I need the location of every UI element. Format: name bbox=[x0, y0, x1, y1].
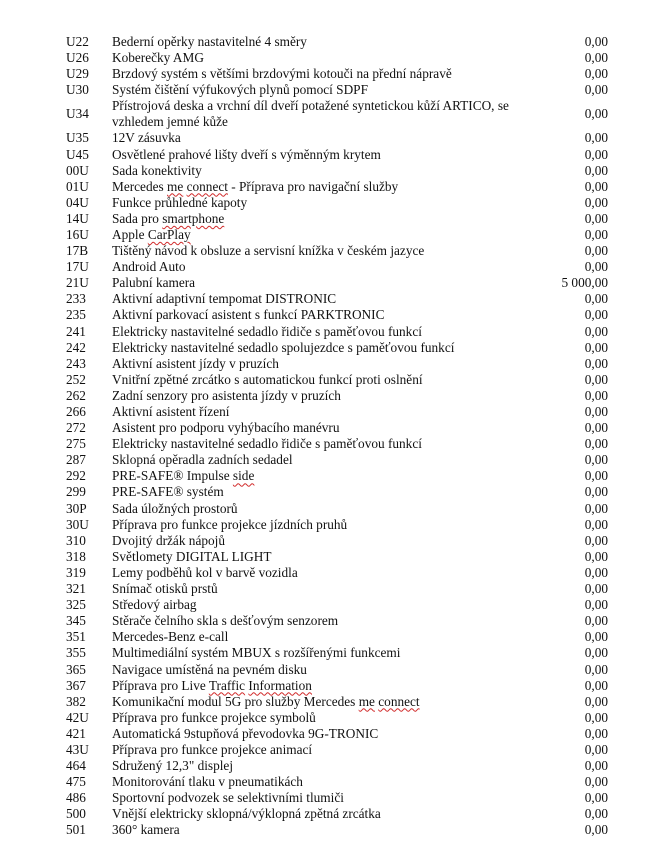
option-price: 0,00 bbox=[584, 50, 608, 66]
option-description: Komunikační modul 5G pro služby Mercedes me connect bbox=[112, 693, 420, 709]
spellcheck-mark: me bbox=[358, 693, 375, 709]
option-code: 17U bbox=[66, 259, 89, 275]
option-code: 262 bbox=[66, 387, 86, 403]
option-price: 0,00 bbox=[584, 629, 608, 645]
option-description: Palubní kamera bbox=[112, 275, 196, 291]
table-row bbox=[64, 629, 608, 645]
option-code: 21U bbox=[66, 275, 89, 291]
option-code: U35 bbox=[66, 130, 89, 146]
option-price: 0,00 bbox=[584, 709, 608, 725]
option-description: Lemy podběhů kol v barvě vozidla bbox=[112, 564, 298, 580]
table-row bbox=[64, 790, 608, 806]
option-code: 14U bbox=[66, 210, 89, 226]
option-description: Stěrače čelního skla s dešťovým senzorem bbox=[112, 613, 339, 629]
option-description: Vnitřní zpětné zrcátko s automatickou funkcí proti oslnění bbox=[112, 371, 423, 387]
option-description: Středový airbag bbox=[112, 597, 197, 613]
option-description: Mercedes-Benz e-call bbox=[112, 629, 229, 645]
option-code: 241 bbox=[66, 323, 86, 339]
option-price: 0,00 bbox=[584, 130, 608, 146]
option-price: 0,00 bbox=[584, 307, 608, 323]
option-description: Systém čištění výfukových plynů pomocí SDPF bbox=[112, 82, 368, 98]
option-code: 501 bbox=[66, 822, 86, 838]
option-price: 0,00 bbox=[584, 226, 608, 242]
option-code: 319 bbox=[66, 564, 86, 580]
table-row bbox=[64, 259, 608, 275]
table-row bbox=[64, 742, 608, 758]
option-price: 0,00 bbox=[584, 404, 608, 420]
option-code: 01U bbox=[66, 178, 89, 194]
table-row bbox=[64, 291, 608, 307]
option-code: U30 bbox=[66, 82, 89, 98]
option-code: U22 bbox=[66, 34, 89, 50]
table-row bbox=[64, 66, 608, 82]
option-price: 0,00 bbox=[584, 420, 608, 436]
option-description: Android Auto bbox=[112, 259, 186, 275]
table-row bbox=[64, 452, 608, 468]
table-row bbox=[64, 549, 608, 565]
table-row bbox=[64, 130, 608, 146]
table-row bbox=[64, 243, 608, 259]
table-row bbox=[64, 517, 608, 533]
option-description: Sdružený 12,3" displej bbox=[112, 758, 234, 774]
option-description: Aktivní parkovací asistent s funkcí PARKTRONIC bbox=[112, 307, 385, 323]
option-price: 0,00 bbox=[584, 693, 608, 709]
option-description: Vnější elektricky sklopná/výklopná zpětná zrcátka bbox=[112, 806, 381, 822]
table-row bbox=[64, 34, 608, 50]
option-code: 00U bbox=[66, 162, 89, 178]
option-description: Sportovní podvozek se selektivními tlumiči bbox=[112, 790, 344, 806]
option-description: Funkce průhledné kapoty bbox=[112, 194, 248, 210]
option-price: 0,00 bbox=[584, 484, 608, 500]
option-description: Příprava pro Live Traffic Information bbox=[112, 677, 312, 693]
table-row bbox=[64, 533, 608, 549]
table-row bbox=[64, 597, 608, 613]
table-row bbox=[64, 98, 608, 130]
option-price: 0,00 bbox=[584, 564, 608, 580]
option-code: 275 bbox=[66, 436, 86, 452]
table-row bbox=[64, 179, 608, 195]
option-description: Apple CarPlay bbox=[112, 226, 191, 242]
option-code: 16U bbox=[66, 226, 89, 242]
spellcheck-mark: Information bbox=[248, 677, 312, 693]
spellcheck-mark: smartphone bbox=[162, 210, 225, 226]
table-row bbox=[64, 694, 608, 710]
option-price: 0,00 bbox=[584, 822, 608, 838]
option-description: Monitorování tlaku v pneumatikách bbox=[112, 774, 303, 790]
option-code: 475 bbox=[66, 774, 86, 790]
table-row bbox=[64, 195, 608, 211]
option-price: 0,00 bbox=[584, 661, 608, 677]
option-code: 365 bbox=[66, 661, 86, 677]
table-row bbox=[64, 468, 608, 484]
option-code: 351 bbox=[66, 629, 86, 645]
option-price: 0,00 bbox=[584, 323, 608, 339]
option-price: 0,00 bbox=[584, 613, 608, 629]
option-code: 421 bbox=[66, 725, 86, 741]
spellcheck-mark: CarPlay bbox=[147, 226, 191, 242]
option-price: 0,00 bbox=[584, 468, 608, 484]
option-price: 0,00 bbox=[584, 758, 608, 774]
option-code: 04U bbox=[66, 194, 89, 210]
option-description: Sada konektivity bbox=[112, 162, 202, 178]
option-description: Koberečky AMG bbox=[112, 50, 204, 66]
option-code: 382 bbox=[66, 693, 86, 709]
option-description: Přístrojová deska a vrchní díl dveří potažené syntetickou kůží ARTICO, se vzhledem jemné kůže bbox=[112, 98, 509, 130]
table-row bbox=[64, 82, 608, 98]
option-price: 0,00 bbox=[584, 178, 608, 194]
option-code: 17B bbox=[66, 243, 89, 259]
option-code: 233 bbox=[66, 291, 86, 307]
table-row bbox=[64, 356, 608, 372]
option-price: 0,00 bbox=[584, 677, 608, 693]
table-row bbox=[64, 307, 608, 323]
option-code: 42U bbox=[66, 709, 89, 725]
table-row bbox=[64, 726, 608, 742]
option-description: Snímač otisků prstů bbox=[112, 581, 218, 597]
option-code: U45 bbox=[66, 146, 89, 162]
option-code: 325 bbox=[66, 597, 86, 613]
table-row bbox=[64, 211, 608, 227]
option-description: Tištěný návod k obsluze a servisní knížka v českém jazyce bbox=[112, 243, 425, 259]
table-row bbox=[64, 774, 608, 790]
table-row bbox=[64, 436, 608, 452]
option-description: Brzdový systém s většími brzdovými kotouči na přední nápravě bbox=[112, 66, 452, 82]
option-price: 0,00 bbox=[584, 725, 608, 741]
option-code: 310 bbox=[66, 532, 86, 548]
option-price: 0,00 bbox=[584, 259, 608, 275]
option-code: 30P bbox=[66, 500, 87, 516]
option-price: 0,00 bbox=[584, 194, 608, 210]
option-price: 0,00 bbox=[584, 597, 608, 613]
option-price: 0,00 bbox=[584, 106, 608, 122]
options-price-table bbox=[64, 34, 608, 839]
option-code: 43U bbox=[66, 741, 89, 757]
option-description: Dvojitý držák nápojů bbox=[112, 532, 225, 548]
table-row bbox=[64, 404, 608, 420]
table-row bbox=[64, 822, 608, 838]
option-description: Elektricky nastavitelné sedadlo spolujezdce s paměťovou funkcí bbox=[112, 339, 455, 355]
option-description: Osvětlené prahové lišty dveří s výměnným krytem bbox=[112, 146, 381, 162]
option-price: 0,00 bbox=[584, 806, 608, 822]
table-row bbox=[64, 484, 608, 500]
table-row bbox=[64, 388, 608, 404]
option-price: 0,00 bbox=[584, 339, 608, 355]
option-description: Navigace umístěná na pevném disku bbox=[112, 661, 307, 677]
option-description: Bederní opěrky nastavitelné 4 směry bbox=[112, 34, 307, 50]
option-price: 0,00 bbox=[584, 741, 608, 757]
option-price: 0,00 bbox=[584, 162, 608, 178]
options-table-body bbox=[64, 34, 608, 839]
option-price: 0,00 bbox=[584, 645, 608, 661]
option-price: 0,00 bbox=[584, 291, 608, 307]
table-row bbox=[64, 645, 608, 661]
table-row bbox=[64, 613, 608, 629]
option-price: 0,00 bbox=[584, 500, 608, 516]
option-code: 266 bbox=[66, 404, 86, 420]
table-row bbox=[64, 565, 608, 581]
table-row bbox=[64, 227, 608, 243]
option-price: 0,00 bbox=[584, 387, 608, 403]
option-description: Mercedes me connect - Příprava pro navigační služby bbox=[112, 178, 399, 194]
option-price: 5 000,00 bbox=[561, 275, 608, 291]
option-code: 355 bbox=[66, 645, 86, 661]
option-description: Elektricky nastavitelné sedadlo řidiče s paměťovou funkcí bbox=[112, 323, 422, 339]
option-description: Elektricky nastavitelné sedadlo řidiče s paměťovou funkcí bbox=[112, 436, 422, 452]
option-description: Příprava pro funkce projekce symbolů bbox=[112, 709, 316, 725]
option-code: 500 bbox=[66, 806, 86, 822]
option-price: 0,00 bbox=[584, 82, 608, 98]
table-row bbox=[64, 501, 608, 517]
option-code: U26 bbox=[66, 50, 89, 66]
option-price: 0,00 bbox=[584, 371, 608, 387]
option-description: Příprava pro funkce projekce jízdních pruhů bbox=[112, 516, 348, 532]
option-description: Zadní senzory pro asistenta jízdy v pruzích bbox=[112, 387, 341, 403]
spellcheck-mark: connect bbox=[378, 693, 420, 709]
option-price: 0,00 bbox=[584, 146, 608, 162]
option-price: 0,00 bbox=[584, 436, 608, 452]
option-code: 345 bbox=[66, 613, 86, 629]
option-code: 367 bbox=[66, 677, 86, 693]
option-code: 235 bbox=[66, 307, 86, 323]
option-code: 486 bbox=[66, 790, 86, 806]
option-price: 0,00 bbox=[584, 452, 608, 468]
table-row bbox=[64, 581, 608, 597]
option-price: 0,00 bbox=[584, 774, 608, 790]
option-description: Multimediální systém MBUX s rozšířenými funkcemi bbox=[112, 645, 401, 661]
table-row bbox=[64, 806, 608, 822]
table-row bbox=[64, 678, 608, 694]
option-description: 12V zásuvka bbox=[112, 130, 181, 146]
table-row bbox=[64, 758, 608, 774]
option-code: 464 bbox=[66, 758, 86, 774]
option-code: U29 bbox=[66, 66, 89, 82]
option-price: 0,00 bbox=[584, 516, 608, 532]
spellcheck-mark: Traffic bbox=[208, 677, 246, 693]
option-description: Příprava pro funkce projekce animací bbox=[112, 741, 313, 757]
option-price: 0,00 bbox=[584, 581, 608, 597]
option-code: 242 bbox=[66, 339, 86, 355]
option-price: 0,00 bbox=[584, 355, 608, 371]
option-description: Světlomety DIGITAL LIGHT bbox=[112, 548, 272, 564]
table-row bbox=[64, 372, 608, 388]
table-row bbox=[64, 50, 608, 66]
option-price: 0,00 bbox=[584, 790, 608, 806]
table-row bbox=[64, 275, 608, 291]
table-row bbox=[64, 146, 608, 162]
option-description: Sada pro smartphone bbox=[112, 210, 225, 226]
option-description: Sada úložných prostorů bbox=[112, 500, 238, 516]
option-code: 318 bbox=[66, 548, 86, 564]
option-description: 360° kamera bbox=[112, 822, 180, 838]
spellcheck-mark: me bbox=[167, 178, 184, 194]
option-code: 287 bbox=[66, 452, 86, 468]
option-description: Aktivní asistent řízení bbox=[112, 404, 230, 420]
option-description: Automatická 9stupňová převodovka 9G-TRONIC bbox=[112, 725, 379, 741]
option-description: PRE-SAFE® Impulse side bbox=[112, 468, 255, 484]
option-price: 0,00 bbox=[584, 210, 608, 226]
option-code: 272 bbox=[66, 420, 86, 436]
table-row bbox=[64, 163, 608, 179]
option-code: 252 bbox=[66, 371, 86, 387]
option-code: 243 bbox=[66, 355, 86, 371]
option-code: 30U bbox=[66, 516, 89, 532]
table-row bbox=[64, 661, 608, 677]
option-description: PRE-SAFE® systém bbox=[112, 484, 224, 500]
option-price: 0,00 bbox=[584, 34, 608, 50]
option-code: 299 bbox=[66, 484, 86, 500]
option-code: 292 bbox=[66, 468, 86, 484]
table-row bbox=[64, 340, 608, 356]
option-price: 0,00 bbox=[584, 532, 608, 548]
option-price: 0,00 bbox=[584, 548, 608, 564]
table-row bbox=[64, 324, 608, 340]
option-description: Aktivní asistent jízdy v pruzích bbox=[112, 355, 279, 371]
table-row bbox=[64, 420, 608, 436]
option-price: 0,00 bbox=[584, 66, 608, 82]
option-description: Asistent pro podporu vyhýbacího manévru bbox=[112, 420, 340, 436]
option-price: 0,00 bbox=[584, 243, 608, 259]
option-description: Aktivní adaptivní tempomat DISTRONIC bbox=[112, 291, 337, 307]
option-code: 321 bbox=[66, 581, 86, 597]
option-description: Sklopná opěradla zadních sedadel bbox=[112, 452, 293, 468]
option-code: U34 bbox=[66, 106, 89, 122]
table-row bbox=[64, 710, 608, 726]
spellcheck-mark: side bbox=[232, 468, 255, 484]
spellcheck-mark: connect bbox=[186, 178, 228, 194]
